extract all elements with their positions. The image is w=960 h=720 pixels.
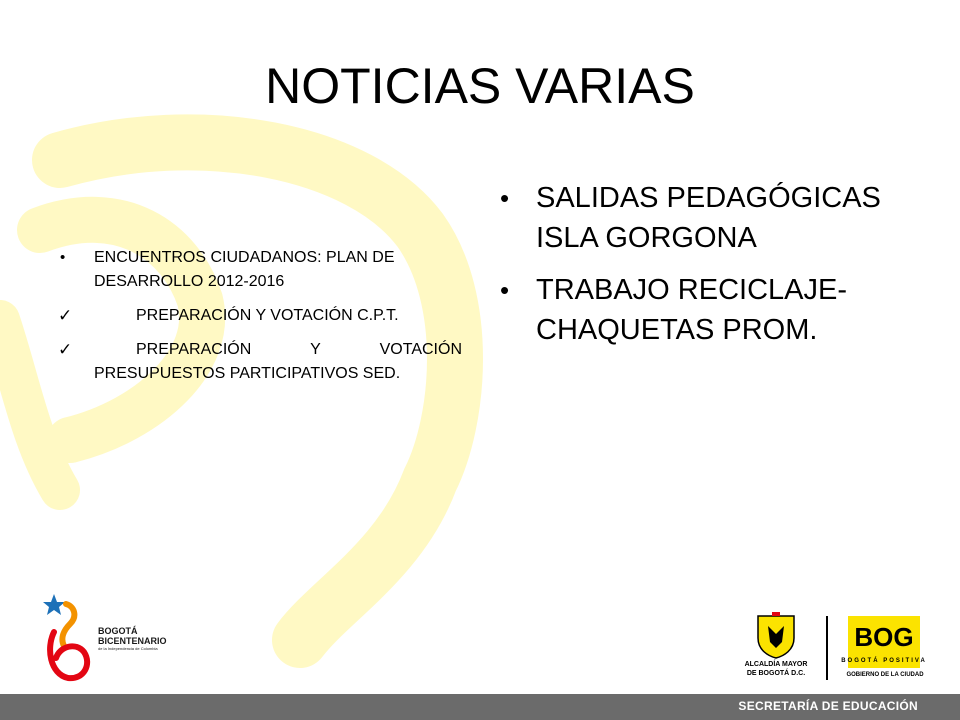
government-logos	[736, 612, 927, 690]
bog-mark-icon	[841, 616, 927, 668]
list-item	[496, 270, 916, 350]
bullet-dot-icon: •	[500, 183, 510, 213]
svg-text:BOGOTÁ POSITIVA: BOGOTÁ POSITIVA	[841, 658, 927, 664]
svg-text:BOG: BOG	[854, 622, 914, 652]
logo-divider	[826, 616, 828, 680]
checkmark-icon: ✓	[58, 306, 73, 325]
list-item	[58, 246, 462, 294]
list-item	[58, 338, 462, 386]
list-item	[58, 304, 462, 328]
left-bullet-list	[58, 246, 462, 396]
footer-bar	[0, 694, 960, 720]
list-item-text: TRABAJO RECICLAJE-CHAQUETAS PROM.	[536, 274, 847, 346]
bog-logo	[841, 616, 927, 668]
slide-title: NOTICIAS VARIAS	[265, 58, 695, 114]
alcaldia-label: ALCALDÍA MAYOR DE BOGOTÁ D.C.	[744, 661, 808, 677]
bicentenario-text: BOGOTÁ BICENTENARIO de la Independencia de Colombia	[98, 626, 167, 651]
list-item-text: SALIDAS PEDAGÓGICAS ISLA GORGONA	[536, 182, 881, 254]
list-item-text: ENCUENTROS CIUDADANOS: PLAN DE DESARROLLO 2012-2016	[94, 249, 395, 290]
bicentenario-emblem-icon	[40, 592, 100, 687]
bog-caption: GOBIERNO DE LA CIUDAD	[846, 672, 924, 678]
bogota-crest-icon	[736, 612, 816, 660]
bullet-dot-icon: •	[500, 275, 510, 305]
bicentenario-logo	[40, 592, 180, 687]
bullet-dot-icon: •	[60, 249, 66, 266]
checkmark-icon: ✓	[58, 340, 73, 359]
list-item-text: PREPARACIÓN Y VOTACIÓN C.P.T.	[136, 307, 399, 324]
list-item-text: PREPARACIÓN Y VOTACIÓN PRESUPUESTOS PARTICIPATIVOS SED.	[94, 341, 462, 382]
right-bullet-list	[496, 178, 916, 362]
list-item	[496, 178, 916, 258]
footer-text: SECRETARÍA DE EDUCACIÓN	[738, 699, 918, 713]
